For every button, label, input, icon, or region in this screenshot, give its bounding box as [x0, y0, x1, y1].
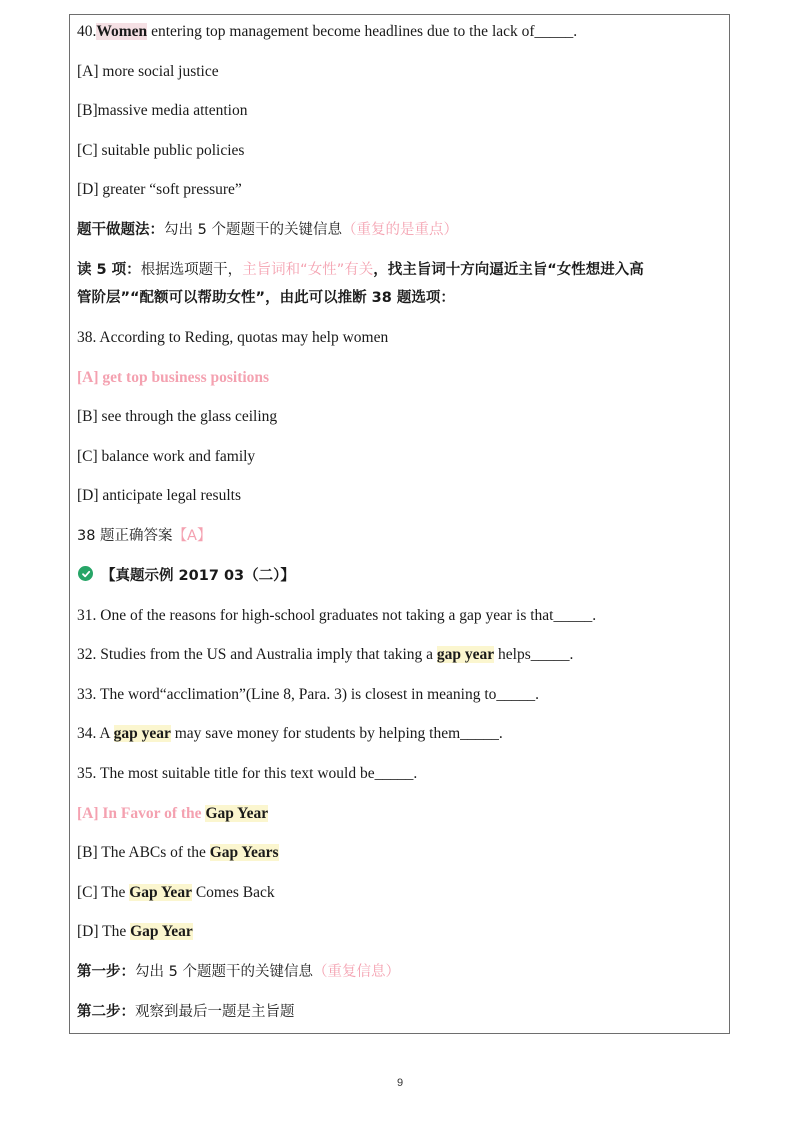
read-five-line-1 — [77, 259, 644, 281]
option-text: [B] The ABCs of the — [77, 844, 210, 861]
keyword-gap-year: gap year — [436, 646, 495, 663]
option-b: [B]massive media attention — [77, 102, 248, 119]
step-two-text: 观察到最后一题是主旨题 — [135, 1004, 295, 1020]
option-text: [A] In Favor of the — [77, 805, 206, 822]
method-emphasis: （重复的是重点） — [341, 222, 458, 238]
option-38-c: [C] balance work and family — [77, 448, 256, 465]
option-c: [C] suitable public policies — [77, 142, 245, 159]
option-text: [C] The — [77, 884, 130, 901]
keyword-gap-year: Gap Year — [130, 923, 193, 940]
option-d: [D] greater “soft pressure” — [77, 181, 242, 198]
answer-line — [77, 525, 211, 547]
step-one — [77, 961, 400, 983]
page-number: 9 — [396, 1077, 404, 1089]
read-five-line-2: 管阶层”“配额可以帮助女性”，由此可以推断 38 题选项： — [77, 290, 455, 306]
step-one-text: 勾出 5 个题题干的关键信息 — [135, 964, 313, 980]
option-38-a-correct: [A] get top business positions — [77, 369, 270, 386]
keyword-gap-year: Gap Year — [205, 805, 269, 822]
example-title: 【真题示例 2017 03（二）】 — [101, 568, 295, 584]
step-one-note: （重复信息） — [312, 964, 400, 980]
read-five-emphasis: 主旨词和“女性”有关 — [242, 262, 374, 278]
question-34 — [77, 723, 503, 745]
option-a: [A] more social justice — [77, 63, 219, 80]
question-33: 33. The word“acclimation”(Line 8, Para. 3) is closest in meaning to_____. — [77, 686, 540, 703]
option-text: Comes Back — [191, 884, 275, 901]
check-circle-icon — [78, 566, 93, 581]
option-38-d: [D] anticipate legal results — [77, 487, 241, 504]
question-text: 34. A — [77, 725, 114, 742]
question-text: may save money for students by helping them_____. — [170, 725, 503, 742]
answer-text: 38 题正确答案 — [77, 528, 173, 544]
question-text: helps_____. — [494, 646, 574, 663]
option-38-b: [B] see through the glass ceiling — [77, 408, 278, 425]
read-five-text-bold: ，找主旨词十方向逼近主旨“女性想进入高 — [373, 262, 644, 278]
question-31: 31. One of the reasons for high-school graduates not taking a gap year is that_____. — [77, 607, 597, 624]
step-two — [77, 1001, 295, 1023]
option-35-a-correct — [77, 803, 268, 825]
step-one-label: 第一步： — [77, 964, 135, 980]
question-38: 38. According to Reding, quotas may help women — [77, 329, 389, 346]
question-40 — [77, 21, 577, 43]
option-35-c — [77, 882, 275, 904]
question-number: 40. — [77, 23, 97, 40]
method-label: 题干做题法： — [77, 222, 164, 238]
option-text: [D] The — [77, 923, 131, 940]
keyword-gap-years: Gap Years — [209, 844, 279, 861]
keyword-women: Women — [96, 23, 148, 40]
question-35: 35. The most suitable title for this text would be_____. — [77, 765, 418, 782]
method-note — [77, 219, 458, 241]
answer-value: 【A】 — [172, 528, 212, 544]
content-box — [69, 14, 730, 1034]
option-35-d — [77, 921, 193, 943]
method-text: 勾出 5 个题题干的关键信息 — [164, 222, 342, 238]
keyword-gap-year: gap year — [113, 725, 171, 742]
keyword-gap-year: Gap Year — [129, 884, 192, 901]
question-text: entering top management become headlines due to the lack of_____. — [147, 23, 578, 40]
option-35-b — [77, 842, 279, 864]
read-five-label: 读 5 项： — [77, 262, 141, 278]
read-five-text: 根据选项题干， — [140, 262, 243, 278]
question-32 — [77, 644, 573, 666]
question-text: 32. Studies from the US and Australia imply that taking a — [77, 646, 437, 663]
step-two-label: 第二步： — [77, 1004, 135, 1020]
